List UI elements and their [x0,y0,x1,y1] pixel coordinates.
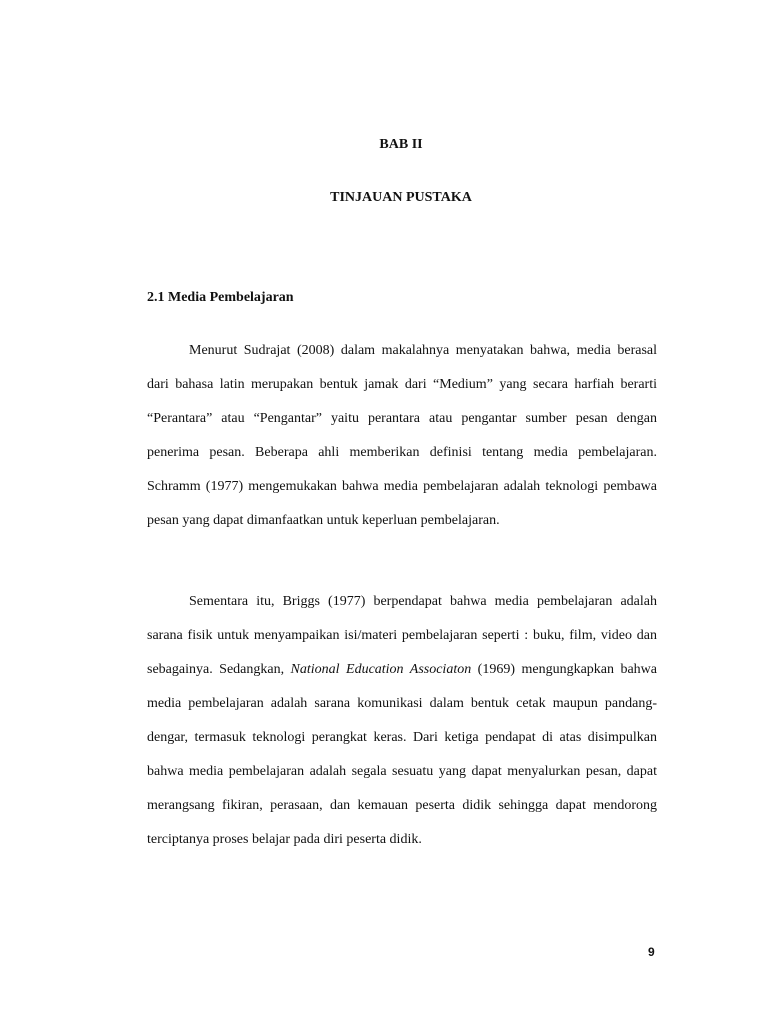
paragraph-2-text-end: (1969) mengungkapkan bahwa media pembelajaran adalah sarana komunikasi dalam bentuk cetak maupun pandang-dengar, termasuk teknologi perangkat keras. Dari ketiga pendapat di atas disimpulkan bahwa media pembelajaran adalah segala sesuatu yang dapat menyalurkan pesan, dapat merangsang fikiran, perasaan, dan kemauan peserta didik sehingga dapat mendorong terciptanya proses belajar pada diri peserta didik. [147,662,657,847]
paragraph-1: Menurut Sudrajat (2008) dalam makalahnya menyatakan bahwa, media berasal dari bahasa latin merupakan bentuk jamak dari “Medium” yang secara harfiah berarti “Perantara” atau “Pengantar” yaitu perantara atau pengantar sumber pesan dengan penerima pesan. Beberapa ahli memberikan definisi tentang media pembelajaran. Schramm (1977) mengemukakan bahwa media pembelajaran adalah teknologi pembawa pesan yang dapat dimanfaatkan untuk keperluan pembelajaran. [147,343,657,528]
chapter-label: BAB II [379,137,423,152]
paragraph-2-italic-organization: National Education Associaton [290,662,472,677]
page-number: 9 [648,945,655,959]
section-heading: 2.1 Media Pembelajaran [147,290,294,305]
paragraph-2-text-start: Sementara itu, Briggs (1977) berpendapat bahwa media pembelajaran adalah sarana fisik untuk menyampaikan isi/materi pembelajaran seperti : buku, film, video dan sebagainya. Sedangkan, [147,594,657,677]
chapter-title: TINJAUAN PUSTAKA [330,190,472,205]
paragraph-2 [147,585,657,857]
